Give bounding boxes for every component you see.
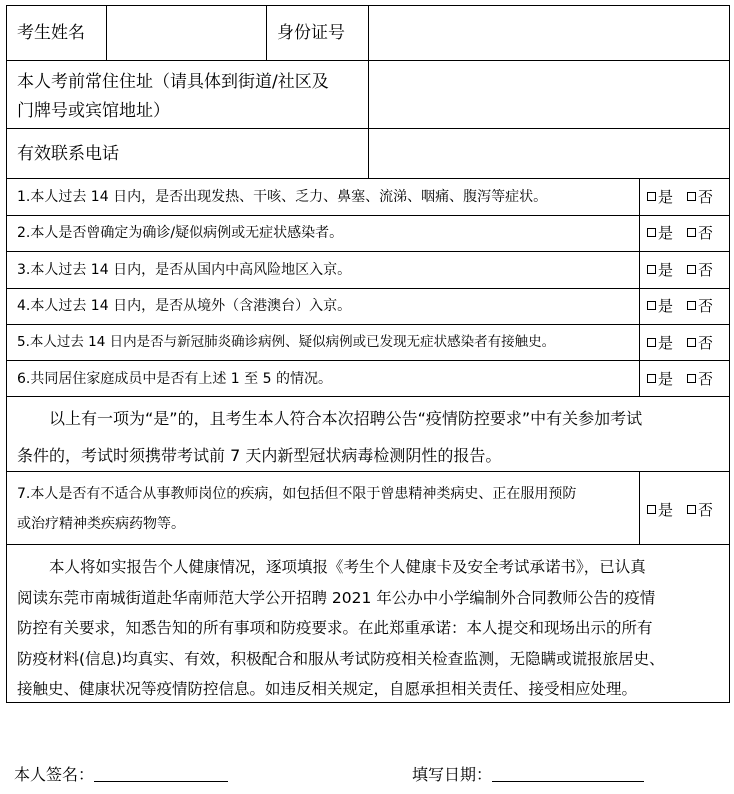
date-label: 填写日期： bbox=[412, 765, 493, 784]
signature-row bbox=[14, 767, 228, 783]
yes-checkbox[interactable]: 是 bbox=[647, 297, 673, 315]
yes-checkbox[interactable]: 是 bbox=[647, 370, 673, 388]
no-checkbox[interactable]: 否 bbox=[687, 224, 713, 242]
phone-label: 有效联系电话 bbox=[17, 144, 119, 164]
answer-q5 bbox=[647, 336, 713, 351]
question-2: 2.本人是否曾确定为确诊/疑似病例或无症状感染者。 bbox=[17, 225, 344, 241]
address-label-line2: 门牌号或宾馆地址） bbox=[17, 101, 170, 121]
pledge-line: 防疫材料(信息)均真实、有效，积极配合和服从考试防疫相关检查监测，无隐瞒或谎报旅居史、 bbox=[17, 649, 665, 668]
question-1: 1.本人过去 14 日内，是否出现发热、干咳、乏力、鼻塞、流涕、咽痛、腹泻等症状。 bbox=[17, 189, 548, 205]
answer-q1 bbox=[647, 190, 713, 205]
address-label-line1: 本人考前常住住址（请具体到街道/社区及 bbox=[17, 72, 329, 92]
question-3: 3.本人过去 14 日内，是否从国内中高风险地区入京。 bbox=[17, 262, 352, 278]
yes-checkbox[interactable]: 是 bbox=[647, 188, 673, 206]
name-label: 考生姓名 bbox=[17, 23, 85, 43]
no-checkbox[interactable]: 否 bbox=[687, 501, 713, 519]
no-checkbox[interactable]: 否 bbox=[687, 370, 713, 388]
no-checkbox[interactable]: 否 bbox=[687, 334, 713, 352]
yes-checkbox[interactable]: 是 bbox=[647, 224, 673, 242]
signature-label: 本人签名： bbox=[14, 765, 95, 784]
notice-text-line2: 条件的，考试时须携带考试前 7 天内新型冠状病毒检测阴性的报告。 bbox=[17, 446, 502, 465]
answer-q7 bbox=[647, 503, 713, 518]
question-4: 4.本人过去 14 日内，是否从境外（含港澳台）入京。 bbox=[17, 298, 352, 314]
notice-text-line1: 以上有一项为“是”的，且考生本人符合本次招聘公告“疫情防控要求”中有关参加考试 bbox=[49, 409, 643, 428]
no-checkbox[interactable]: 否 bbox=[687, 261, 713, 279]
answer-q4 bbox=[647, 299, 713, 314]
pledge-line: 接触史、健康状况等疫情防控信息。如违反相关规定，自愿承担相关责任、接受相应处理。 bbox=[17, 680, 638, 698]
no-checkbox[interactable]: 否 bbox=[687, 297, 713, 315]
yes-checkbox[interactable]: 是 bbox=[647, 261, 673, 279]
health-declaration-form bbox=[6, 5, 730, 703]
question-7-line2: 或治疗精神类疾病药物等。 bbox=[17, 516, 185, 532]
answer-q2 bbox=[647, 226, 713, 241]
yes-checkbox[interactable]: 是 bbox=[647, 334, 673, 352]
signature-field[interactable] bbox=[94, 767, 228, 782]
question-7-line1: 7.本人是否有不适合从事教师岗位的疾病，如包括但不限于曾患精神类病史、正在服用预防 bbox=[17, 486, 577, 502]
pledge-line: 阅读东莞市南城街道赴华南师范大学公开招聘 2021 年公办中小学编制外合同教师公告的疫情 bbox=[17, 588, 656, 607]
date-field[interactable] bbox=[492, 767, 644, 782]
pledge-paragraph bbox=[17, 552, 721, 705]
date-row bbox=[412, 767, 644, 783]
question-6: 6.共同居住家庭成员中是否有上述 1 至 5 的情况。 bbox=[17, 371, 332, 387]
id-number-label: 身份证号 bbox=[277, 23, 345, 43]
no-checkbox[interactable]: 否 bbox=[687, 188, 713, 206]
question-5: 5.本人过去 14 日内是否与新冠肺炎确诊病例、疑似病例或已发现无症状感染者有接触史。 bbox=[17, 334, 556, 350]
answer-q3 bbox=[647, 263, 713, 278]
yes-checkbox[interactable]: 是 bbox=[647, 501, 673, 519]
pledge-line: 防控有关要求，知悉告知的所有事项和防疫要求。在此郑重承诺：本人提交和现场出示的所有 bbox=[17, 619, 653, 637]
pledge-line: 本人将如实报告个人健康情况，逐项填报《考生个人健康卡及安全考试承诺书》，已认真 bbox=[49, 558, 646, 576]
answer-q6 bbox=[647, 372, 713, 387]
